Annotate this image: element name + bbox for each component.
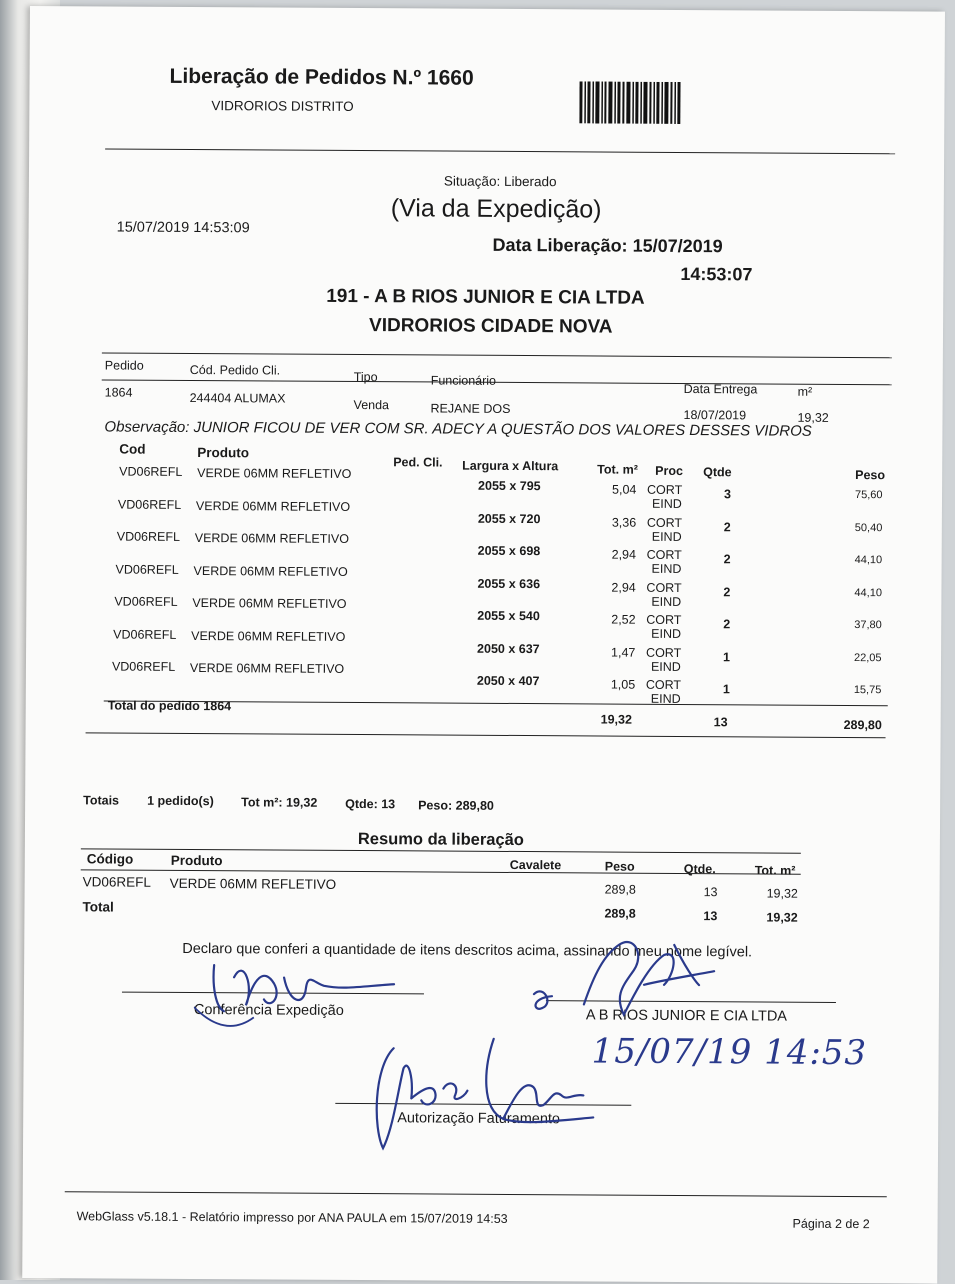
item-cod: VD06REFL	[115, 562, 179, 577]
item-proc-cort: CORT	[646, 515, 683, 530]
item-qtde: 2	[723, 617, 731, 632]
item-cod: VD06REFL	[114, 594, 178, 609]
item-proc-cort: CORT	[646, 612, 682, 627]
totals-pedidos: 1 pedido(s)	[147, 793, 214, 809]
col-m2: m²	[797, 384, 813, 399]
col-produto: Produto	[197, 445, 250, 461]
item-qtde: 1	[722, 649, 731, 664]
resumo-row-produto: VERDE 06MM REFLETIVO	[169, 875, 337, 892]
item-m2: 2,94	[611, 547, 637, 562]
item-dimensions: 2055 x 636	[477, 576, 541, 591]
order-total-label: Total do pedido 1864	[107, 698, 232, 714]
item-m2: 5,04	[612, 482, 637, 497]
resumo-title: Resumo da liberação	[357, 830, 524, 850]
item-proc-cort: CORT	[646, 580, 682, 595]
item-produto: VERDE 06MM REFLETIVO	[193, 563, 348, 579]
data-liberacao	[492, 235, 722, 257]
resumo-row-qtde: 13	[703, 885, 718, 900]
document-page	[22, 6, 945, 1284]
resumo-row-m2: 19,32	[766, 886, 798, 901]
item-qtde: 3	[723, 487, 732, 502]
order-total-m2: 19,32	[600, 712, 632, 727]
document-subtitle: VIDRORIOS DISTRITO	[211, 98, 354, 114]
item-proc-cort: CORT	[646, 547, 682, 562]
order-total-rule	[86, 732, 886, 738]
pedido-value: 1864	[104, 385, 133, 400]
item-dimensions: 2055 x 698	[477, 543, 541, 559]
item-proc-cort: CORT	[647, 482, 683, 497]
item-dimensions: 2055 x 795	[478, 478, 541, 494]
item-cod: VD06REFL	[113, 627, 177, 642]
item-peso: 37,80	[854, 619, 882, 632]
order-header-bottom-rule	[102, 379, 892, 385]
data-entrega-value: 18/07/2019	[683, 407, 747, 423]
tipo-value: Venda	[353, 397, 390, 413]
resumo-row-codigo: VD06REFL	[82, 874, 151, 890]
resumo-row-peso: 289,8	[604, 882, 636, 897]
item-proc-eind: EIND	[651, 594, 682, 609]
item-qtde: 2	[723, 584, 731, 599]
item-m2: 3,36	[611, 515, 637, 530]
via-label: (Via da Expedição)	[390, 194, 602, 224]
col-tipo: Tipo	[353, 369, 378, 385]
resumo-col-peso: Peso	[604, 859, 635, 874]
col-peso: Peso	[855, 468, 886, 483]
declaration-text: Declaro que conferi a quantidade de itens descritos acima, assinando meu nome legível.	[182, 940, 753, 961]
observacao: Observação: JUNIOR FICOU DE VER COM SR. ADECY A QUESTÃO DOS VALORES DESSES VIDROS	[104, 418, 812, 440]
totals-qtde: Qtde: 13	[345, 796, 396, 812]
item-m2: 2,94	[611, 580, 636, 595]
printed-timestamp: 15/07/2019 14:53:09	[116, 219, 250, 237]
item-m2: 1,05	[610, 677, 636, 692]
totals-m2: Tot m²: 19,32	[241, 795, 318, 810]
autorizacao-signature	[363, 1028, 604, 1159]
item-m2: 2,52	[611, 612, 636, 627]
item-produto: VERDE 06MM REFLETIVO	[194, 531, 349, 546]
handwritten-date: 15/07/19 14:53	[591, 1031, 868, 1074]
totals-peso: Peso: 289,80	[418, 798, 494, 813]
client-store: VIDRORIOS CIDADE NOVA	[368, 315, 613, 338]
resumo-col-cavalete: Cavalete	[509, 857, 562, 873]
data-liberacao-label: Data Liberação:	[492, 234, 628, 256]
item-proc-eind: EIND	[651, 529, 682, 544]
col-largura-altura: Largura x Altura	[462, 458, 559, 474]
col-ped-cli: Ped. Cli.	[393, 455, 443, 470]
item-proc-cort: CORT	[646, 645, 682, 660]
item-proc-eind: EIND	[651, 496, 682, 511]
m2-value: 19,32	[797, 410, 829, 425]
item-dimensions: 2050 x 637	[477, 641, 540, 656]
col-qtde: Qtde	[703, 465, 732, 480]
item-peso: 75,60	[854, 489, 883, 502]
order-total-peso: 289,80	[843, 717, 882, 733]
col-cod: Cod	[119, 441, 146, 457]
resumo-total-peso: 289,8	[604, 906, 636, 921]
totals-label: Totais	[83, 793, 120, 808]
item-peso: 15,75	[853, 684, 882, 697]
barcode-image	[579, 81, 681, 124]
item-produto: VERDE 06MM REFLETIVO	[197, 466, 352, 481]
item-proc-eind: EIND	[650, 691, 681, 706]
col-proc: Proc	[655, 463, 684, 478]
order-total-qtde: 13	[713, 715, 728, 730]
document-title: Liberação de Pedidos N.º 1660	[169, 64, 474, 90]
funcionario-value: REJANE DOS	[430, 401, 511, 416]
item-dimensions: 2050 x 407	[476, 673, 540, 689]
item-proc-cort: CORT	[645, 677, 682, 692]
resumo-col-codigo: Código	[86, 851, 134, 867]
item-produto: VERDE 06MM REFLETIVO	[195, 498, 351, 514]
col-tot-m2: Tot. m²	[597, 462, 638, 477]
resumo-total-label: Total	[82, 899, 114, 915]
conferencia-label: Conferência Expedição	[193, 1002, 344, 1019]
item-cod: VD06REFL	[119, 464, 183, 479]
item-qtde: 2	[723, 552, 731, 567]
item-cod: VD06REFL	[111, 659, 176, 674]
item-proc-eind: EIND	[651, 561, 682, 576]
resumo-col-qtde: Qtde.	[683, 862, 716, 877]
resumo-col-produto: Produto	[170, 852, 223, 869]
item-peso: 44,10	[854, 586, 882, 599]
item-cod: VD06REFL	[117, 497, 182, 512]
item-proc-eind: EIND	[651, 626, 682, 641]
situacao-label: Situação: Liberado	[443, 173, 557, 190]
autorizacao-label: Autorização Faturamento	[397, 1110, 561, 1128]
resumo-total-m2: 19,32	[766, 910, 798, 925]
item-produto: VERDE 06MM REFLETIVO	[189, 660, 345, 676]
item-cod: VD06REFL	[116, 529, 181, 544]
item-dimensions: 2055 x 720	[477, 511, 541, 526]
order-header-top-rule	[102, 352, 892, 358]
item-peso: 44,10	[854, 554, 883, 567]
footer-left: WebGlass v5.18.1 - Relatório impresso por ANA PAULA em 15/07/2019 14:53	[76, 1209, 508, 1226]
client-name: 191 - A B RIOS JUNIOR E CIA LTDA	[326, 285, 645, 309]
conferencia-signature	[194, 947, 404, 1028]
data-liberacao-time: 14:53:07	[680, 263, 753, 285]
item-produto: VERDE 06MM REFLETIVO	[191, 628, 346, 644]
resumo-total-qtde: 13	[703, 909, 718, 924]
cliente-signature	[524, 924, 725, 1045]
header-divider	[105, 148, 895, 154]
item-produto: VERDE 06MM REFLETIVO	[192, 596, 347, 611]
col-pedido: Pedido	[104, 358, 144, 373]
col-funcionario: Funcionário	[430, 373, 497, 388]
item-peso: 50,40	[854, 521, 883, 534]
item-m2: 1,47	[611, 645, 636, 660]
cod-pedido-cli-value: 244404 ALUMAX	[189, 390, 286, 406]
footer-page: Página 2 de 2	[792, 1216, 870, 1232]
item-dimensions: 2055 x 540	[477, 608, 540, 624]
item-proc-eind: EIND	[650, 659, 681, 674]
cliente-label: A B RIOS JUNIOR E CIA LTDA	[585, 1007, 788, 1025]
item-qtde: 2	[723, 519, 731, 534]
resumo-col-tot-m2: Tot. m²	[754, 863, 796, 878]
col-data-entrega: Data Entrega	[683, 382, 758, 397]
item-qtde: 1	[722, 682, 730, 697]
col-cod-pedido-cli: Cód. Pedido Cli.	[189, 362, 281, 378]
footer-rule	[65, 1191, 887, 1197]
item-peso: 22,05	[853, 651, 882, 664]
data-liberacao-date: 15/07/2019	[632, 235, 723, 257]
